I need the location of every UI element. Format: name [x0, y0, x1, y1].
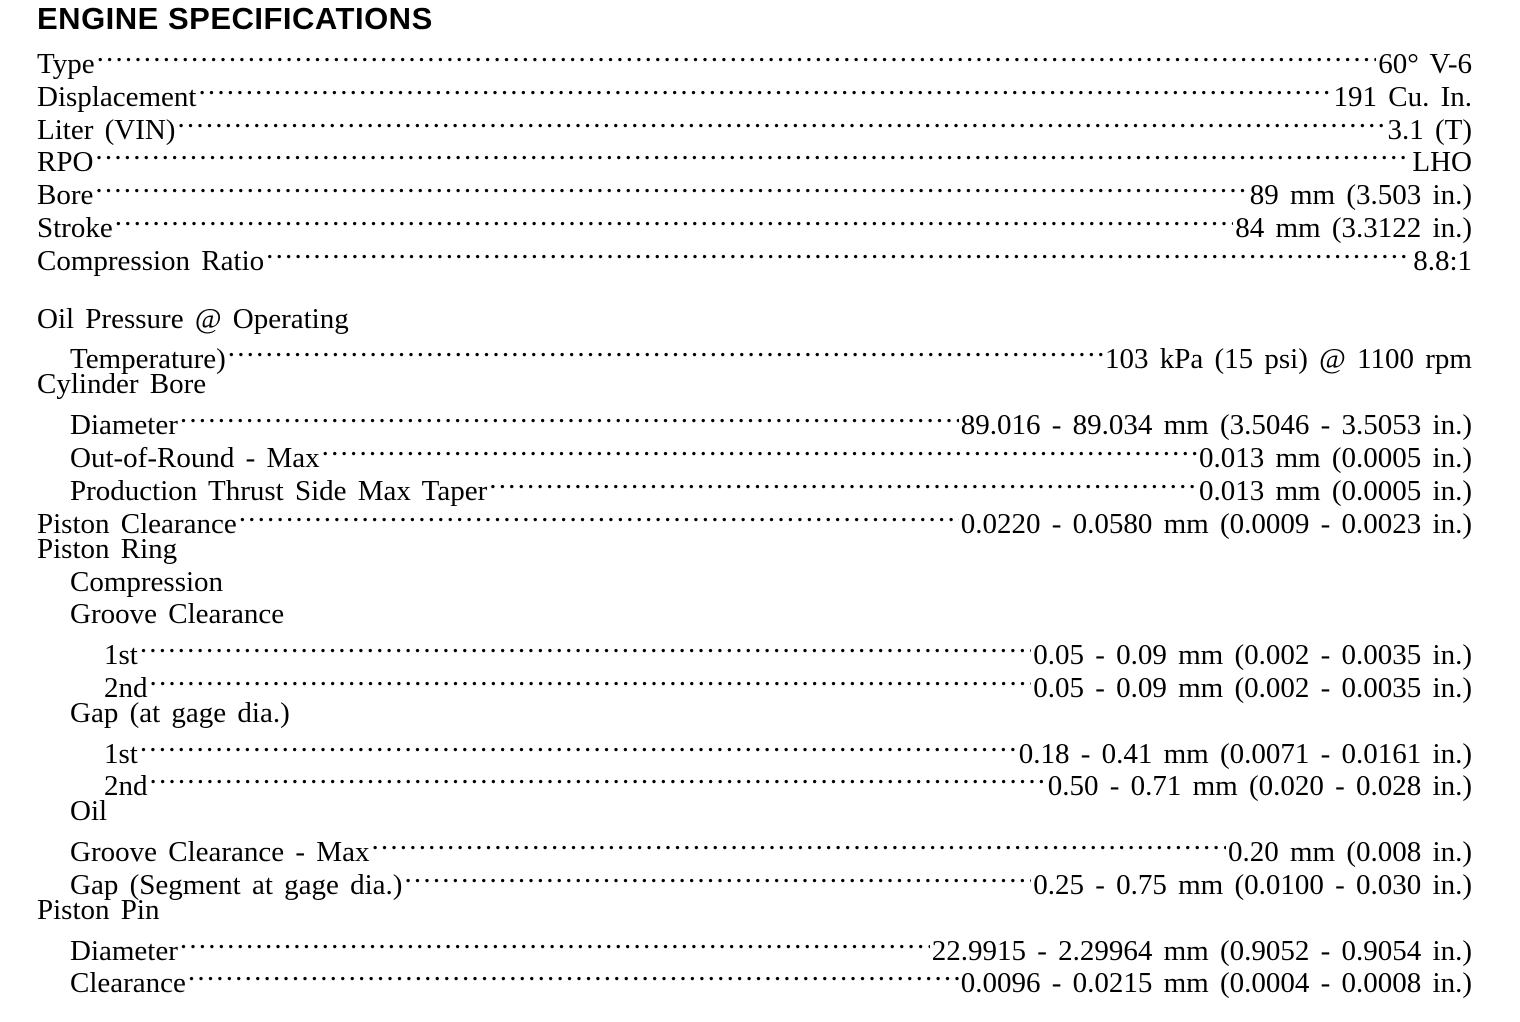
dot-leader [115, 204, 1234, 237]
spec-label: Piston Pin [37, 893, 160, 926]
spec-row [0, 927, 1520, 967]
spec-label: Diameter [70, 934, 178, 967]
spec-value: 3.1 (T) [1387, 113, 1472, 146]
dot-leader [371, 828, 1226, 861]
spec-label: Stroke [37, 212, 113, 245]
dot-leader [239, 500, 959, 533]
spec-value: 191 Cu. In. [1333, 80, 1472, 113]
dot-leader [180, 401, 959, 434]
spec-row [0, 40, 1520, 80]
spec-value: 89 mm (3.503 in.) [1249, 179, 1472, 212]
spec-label: Groove Clearance - Max [70, 836, 370, 869]
spec-row [0, 401, 1520, 442]
dot-leader [228, 336, 1103, 369]
spec-value: 89.016 - 89.034 mm (3.5046 - 3.5053 in.) [960, 409, 1472, 442]
spec-row [0, 237, 1520, 277]
spec-list [0, 40, 1520, 1000]
spec-label: Compression [70, 565, 224, 598]
spec-value: LHO [1412, 146, 1472, 179]
spec-value: 0.20 mm (0.008 in.) [1228, 836, 1472, 869]
dot-leader [266, 237, 1411, 270]
dot-leader [489, 467, 1197, 500]
spec-group-heading [0, 303, 1520, 336]
spec-group-heading [0, 566, 1520, 599]
spec-value: 0.013 mm (0.0005 in.) [1199, 441, 1472, 474]
spec-value: 0.18 - 0.41 mm (0.0071 - 0.0161 in.) [1018, 737, 1472, 770]
spec-label: 2nd [104, 671, 148, 704]
spec-value: 60° V-6 [1378, 47, 1472, 80]
spec-value: 0.05 - 0.09 mm (0.002 - 0.0035 in.) [1033, 671, 1472, 704]
spec-label: Cylinder Bore [37, 368, 207, 401]
dot-leader [198, 73, 1331, 106]
spec-label: Bore [37, 179, 94, 212]
spec-value: 103 kPa (15 psi) @ 1100 rpm [1104, 343, 1472, 376]
spec-label: Production Thrust Side Max Taper [70, 474, 488, 507]
dot-leader [150, 664, 1032, 697]
spec-label: 1st [104, 737, 138, 770]
spec-value: 0.25 - 0.75 mm (0.0100 - 0.030 in.) [1033, 868, 1472, 901]
spec-row [0, 73, 1520, 113]
spec-value: 0.0220 - 0.0580 mm (0.0009 - 0.0023 in.) [960, 507, 1472, 540]
spec-label: Type [37, 47, 95, 80]
spec-label: 2nd [104, 770, 148, 803]
spec-row [0, 730, 1520, 770]
spec-value: 0.50 - 0.71 mm (0.020 - 0.028 in.) [1047, 770, 1472, 803]
spec-label: Groove Clearance [70, 598, 285, 631]
spec-label: Gap (Segment at gage dia.) [70, 868, 403, 901]
spec-label: Compression Ratio [37, 244, 265, 277]
spec-label: Piston Ring [37, 532, 178, 565]
dot-leader [177, 106, 1385, 139]
spec-label: Liter (VIN) [37, 113, 176, 146]
spec-row [0, 631, 1520, 672]
spec-label: Temperature) [70, 343, 226, 376]
dot-leader [140, 631, 1031, 664]
spec-value: 8.8:1 [1413, 244, 1472, 277]
dot-leader [188, 960, 959, 993]
spec-group-heading [0, 598, 1520, 631]
spec-label: Piston Clearance [37, 507, 237, 540]
spec-row [0, 106, 1520, 146]
spec-value: 22.9915 - 2.29964 mm (0.9052 - 0.9054 in.) [931, 934, 1472, 967]
spec-row [0, 828, 1520, 869]
dot-leader [95, 139, 1410, 172]
dot-leader [404, 861, 1031, 894]
dot-leader [150, 763, 1046, 796]
spec-label: Oil Pressure @ Operating [37, 302, 349, 335]
page-title: ENGINE SPECIFICATIONS [37, 1, 433, 36]
dot-leader [322, 434, 1197, 467]
spec-label: Diameter [70, 409, 178, 442]
dot-leader [140, 730, 1017, 763]
spec-label: Gap (at gage dia.) [70, 696, 290, 729]
dot-leader [180, 927, 930, 960]
spec-label: Out-of-Round - Max [70, 441, 320, 474]
dot-leader [97, 40, 1377, 73]
spec-value: 0.013 mm (0.0005 in.) [1199, 474, 1472, 507]
spec-value: 0.0096 - 0.0215 mm (0.0004 - 0.0008 in.) [960, 967, 1472, 1000]
dot-leader [95, 171, 1247, 204]
spec-value: 84 mm (3.3122 in.) [1235, 212, 1472, 245]
spec-row [0, 139, 1520, 179]
spec-value: 0.05 - 0.09 mm (0.002 - 0.0035 in.) [1033, 639, 1472, 672]
spec-label: Clearance [70, 967, 186, 1000]
spec-row [0, 336, 1520, 376]
spec-label: Oil [70, 795, 108, 828]
spec-label: Displacement [37, 80, 197, 113]
spec-label: 1st [104, 639, 138, 672]
spec-label: RPO [37, 146, 94, 179]
spec-row [0, 171, 1520, 212]
